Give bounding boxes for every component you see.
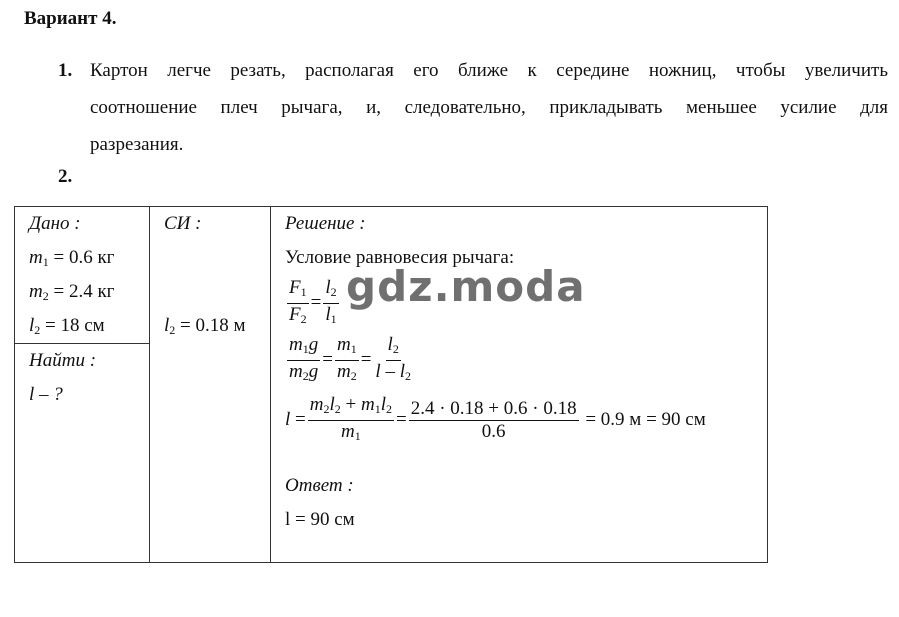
given-item: $l_2 = 18$ см [29,315,105,337]
question-1-line: Картон легче резать, располагая его ближе к середине ножниц, чтобы увеличить [90,60,888,81]
find-value: l – ? [29,384,63,405]
formula-1: $\frac{F_1}{F_2}$ = $\frac{l_2}{l_1}$ [289,276,337,326]
answer-value: l = 90 см [285,509,355,530]
question-1-text [90,52,888,163]
given-item: $m_1 = 0.6$ кг [29,247,115,269]
watermark-logo: gdz.moda [346,262,586,311]
question-1-line: разрезания. [90,134,184,155]
equilibrium-condition: Условие равновесия рычага: [285,247,515,268]
answer-label: Ответ : [285,475,354,496]
formula-2: $\frac{m_1g}{m_2g}$ = $\frac{m_1}{m_2}$ = $\frac{l_2}{l - l_2}$ [289,333,411,383]
question-2-number: 2. [58,166,73,187]
question-1-line: соотношение плеч рычага, и, следовательно, прикладывать меньшее усилие для [90,97,888,118]
page-title: Вариант 4. [24,8,117,29]
formula-3: l = $\frac{m_2l_2 + m_1l_2}{m_1}$ = $\frac{2.4 \cdot 0.18 + 0.6 \cdot 0.18}{0.6}$ = 0.9 м = 90 см [285,393,706,443]
solution-cell [271,207,768,563]
solution-label: Решение : [285,213,366,234]
question-1-number: 1. [58,60,73,81]
solution-table [14,206,768,563]
formula-3-result: = 0.9 м = 90 см [585,409,706,430]
find-cell [15,344,150,563]
given-label: Дано : [29,213,81,234]
find-label: Найти : [29,350,97,371]
given-cell [15,207,150,344]
si-item: $l_2 = 0.18$ м [164,315,246,337]
si-label: СИ : [164,213,202,234]
si-cell [150,207,271,563]
given-item: $m_2 = 2.4$ кг [29,281,115,303]
